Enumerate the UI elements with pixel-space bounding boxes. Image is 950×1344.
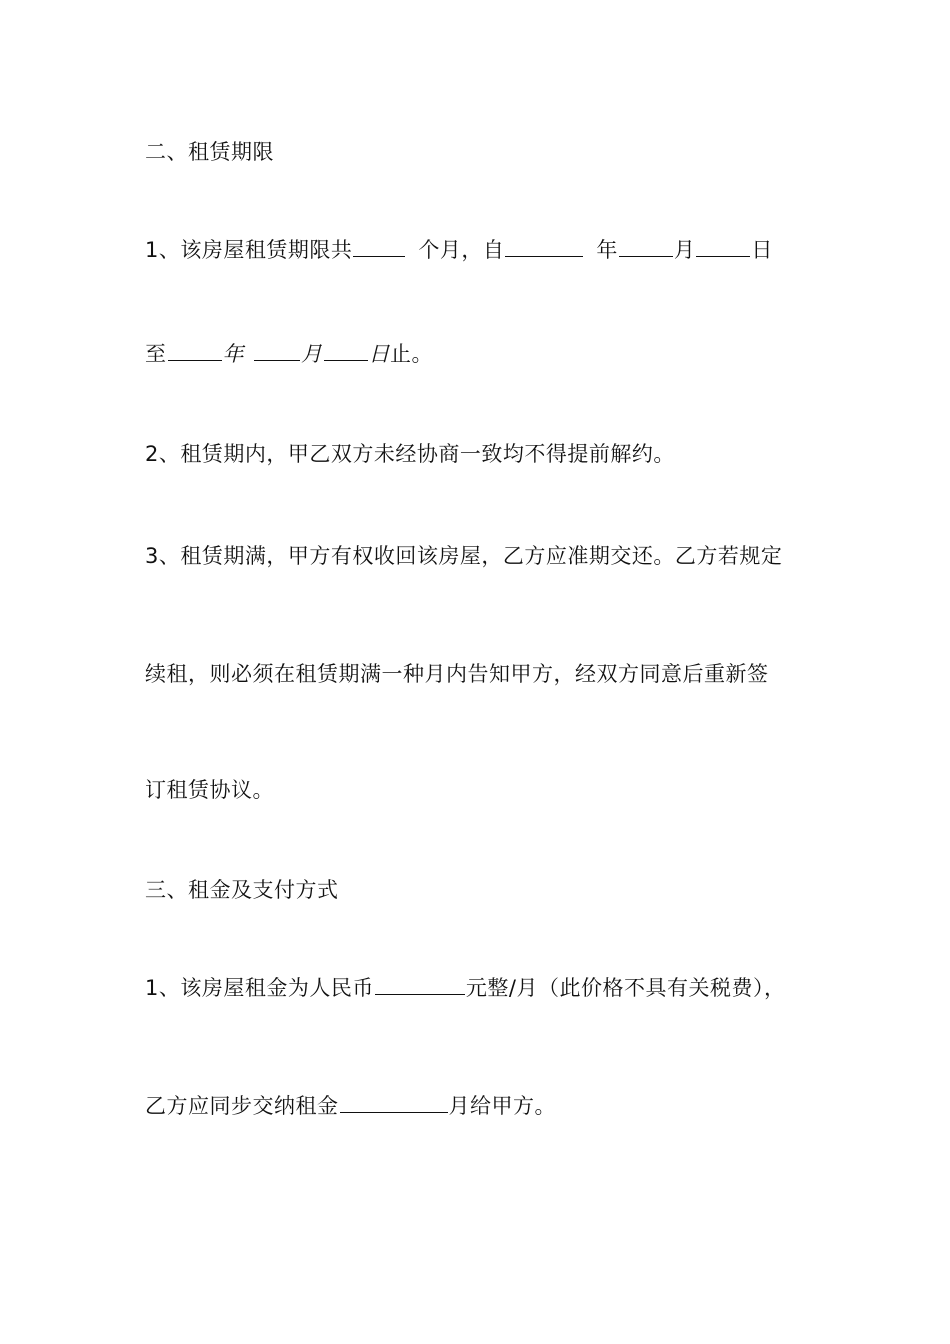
text: 1、该房屋租赁期限共	[145, 238, 353, 262]
section-2-item-2	[145, 440, 675, 468]
text: 年	[222, 342, 244, 366]
section-2-item-3-text: 3、租赁期满，甲方有权收回该房屋，乙方应准期交还。乙方若规定	[145, 544, 783, 568]
section-2-item-3-line-3	[145, 776, 274, 804]
section-2-item-3-text: 续租，则必须在租赁期满一种月内告知甲方，经双方同意后重新签	[145, 662, 769, 686]
blank-rent-months	[340, 1092, 448, 1113]
text: 月给甲方。	[448, 1094, 556, 1118]
blank-end-day	[324, 340, 368, 361]
section-2-item-1-line-2	[145, 340, 433, 368]
text: 日	[368, 342, 390, 366]
blank-start-day	[696, 236, 750, 257]
blank-end-month	[254, 340, 300, 361]
section-3-item-1-line-2	[145, 1092, 556, 1120]
section-2-item-2-text: 2、租赁期内，甲乙双方未经协商一致均不得提前解约。	[145, 442, 675, 466]
text: 1、该房屋租金为人民币	[145, 976, 374, 1000]
text: 个月，自	[418, 238, 505, 262]
text: 月	[301, 342, 323, 366]
text: 乙方应同步交纳租金	[145, 1094, 339, 1118]
blank-end-year	[168, 340, 222, 361]
section-3-title-text: 三、租金及支付方式	[145, 878, 339, 902]
section-2-title	[145, 138, 274, 166]
blank-rent-amount	[375, 974, 465, 995]
text: 至	[145, 342, 167, 366]
section-2-item-1-line-1	[145, 236, 773, 264]
section-2-item-3-line-1	[145, 542, 782, 570]
text: 元整/月（此价格不具有关税费），	[465, 976, 786, 1000]
section-2-item-3-line-2	[145, 660, 769, 688]
text: 年	[596, 238, 618, 262]
text: 日	[751, 238, 773, 262]
section-2-item-3-text: 订租赁协议。	[145, 778, 274, 802]
blank-months	[353, 236, 405, 257]
blank-start-year	[505, 236, 583, 257]
blank-start-month	[619, 236, 673, 257]
text: 月	[673, 238, 696, 262]
section-3-item-1-line-1	[145, 974, 785, 1002]
section-3-title	[145, 876, 339, 904]
text: 止。	[390, 342, 433, 366]
section-2-title-text: 二、租赁期限	[145, 140, 274, 164]
